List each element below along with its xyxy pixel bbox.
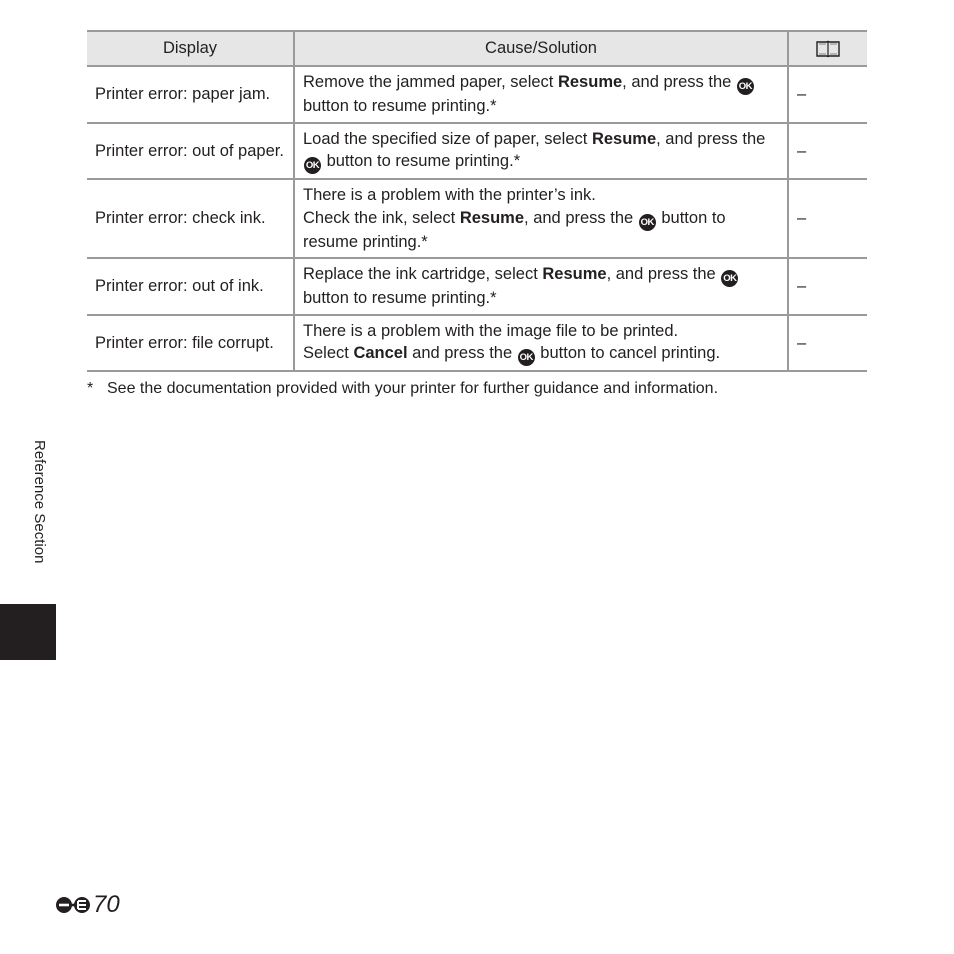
column-header-display: Display (87, 31, 294, 66)
reference-cell: – (788, 66, 867, 123)
display-cell: Printer error: out of ink. (87, 258, 294, 315)
printer-error-table (87, 30, 867, 372)
section-side-label: Reference Section (31, 440, 48, 564)
table-row (87, 179, 867, 258)
reference-section-icon (55, 895, 91, 915)
ok-button-icon: OK (721, 270, 738, 287)
error-table-container (87, 30, 867, 372)
ok-button-icon: OK (737, 78, 754, 95)
resume-term: Resume (557, 73, 623, 91)
cause-cell: Load the specified size of paper, select Resume, and press the OK button to resume printing.* (294, 123, 788, 180)
table-header-row (87, 31, 867, 66)
resume-term: Resume (591, 129, 657, 148)
column-header-reference (788, 31, 867, 66)
display-cell: Printer error: check ink. (87, 179, 294, 258)
cancel-term: Cancel (353, 344, 408, 362)
reference-cell: – (788, 123, 867, 180)
footnote-marker: * (87, 380, 94, 397)
cause-cell: Remove the jammed paper, select Resume, and press the OK button to resume printing.* (294, 66, 788, 123)
footnote-text: See the documentation provided with your printer for further guidance and information. (107, 380, 719, 397)
ok-button-icon: OK (304, 157, 321, 174)
display-cell: Printer error: file corrupt. (87, 315, 294, 372)
page-number-value: 70 (93, 891, 120, 918)
resume-term: Resume (542, 265, 607, 283)
book-reference-icon (815, 39, 841, 59)
page-number (55, 890, 120, 920)
ok-button-icon: OK (518, 349, 535, 366)
display-cell: Printer error: paper jam. (87, 66, 294, 123)
ok-button-icon: OK (639, 214, 656, 231)
reference-cell: – (788, 179, 867, 258)
section-tab-marker (0, 604, 56, 660)
cause-cell: Replace the ink cartridge, select Resume, and press the OK button to resume printing.* (294, 258, 788, 315)
column-header-cause-solution: Cause/Solution (294, 31, 788, 66)
table-row (87, 123, 867, 180)
display-cell: Printer error: out of paper. (87, 123, 294, 180)
table-row (87, 315, 867, 372)
reference-cell: – (788, 258, 867, 315)
resume-term: Resume (459, 208, 525, 227)
cause-cell: There is a problem with the image file to be printed. Select Cancel and press the OK button to cancel printing. (294, 315, 788, 372)
table-row (87, 66, 867, 123)
reference-cell: – (788, 315, 867, 372)
table-row (87, 258, 867, 315)
footnote (87, 378, 718, 400)
cause-cell: There is a problem with the printer’s ink. Check the ink, select Resume, and press the OK button to resume printing.* (294, 179, 788, 258)
